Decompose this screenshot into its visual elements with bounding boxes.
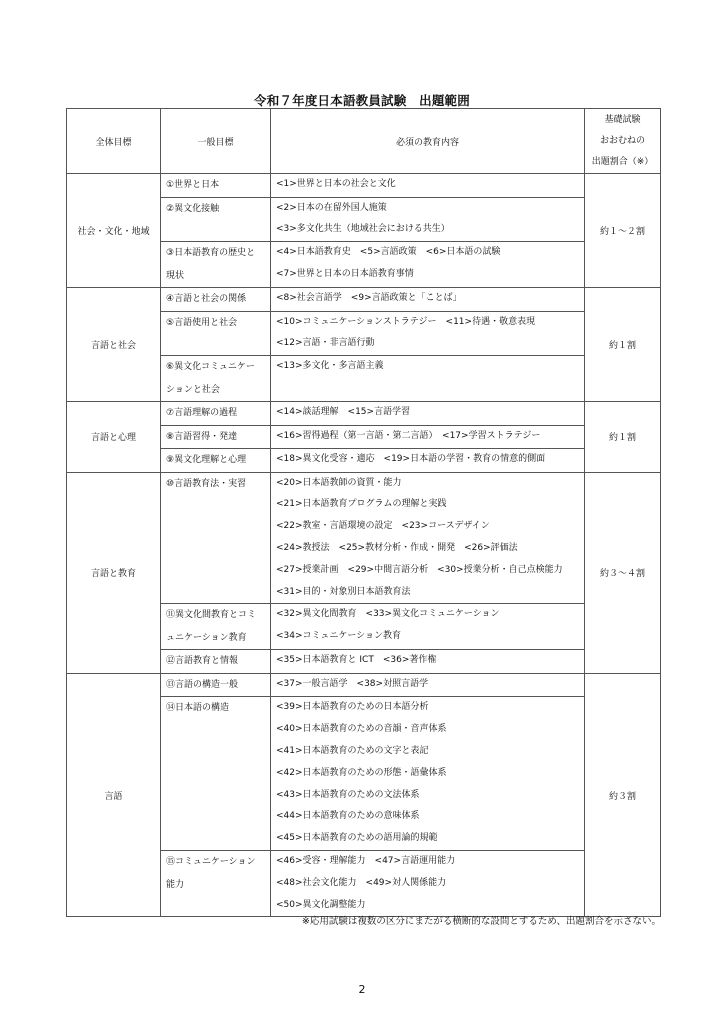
content-cell	[271, 449, 585, 473]
syllabus-table	[66, 108, 661, 917]
content-item: <2>日本の在留外国人施策	[276, 202, 387, 213]
content-item: <16>習得過程（第一言語・第二言語） <17>学習ストラテジー	[276, 430, 541, 441]
table-row	[67, 288, 661, 312]
general-goal-cell	[161, 197, 271, 242]
table-row	[67, 402, 661, 426]
content-item: <37>一般言語学 <38>対照言語学	[276, 678, 429, 689]
ratio-cell: 約３～４割	[585, 472, 661, 673]
content-cell	[271, 197, 585, 242]
general-goal-cell	[161, 472, 271, 604]
content-item: <34>コミュニケーション教育	[276, 631, 401, 642]
general-goal-label: ⑮コミュニケーション	[166, 857, 256, 868]
content-cell	[271, 673, 585, 697]
general-goal-label: ュニケーション教育	[166, 632, 247, 643]
content-item: <12>言語・非言語行動	[276, 338, 375, 349]
general-goal-cell	[161, 851, 271, 917]
content-item: <41>日本語教育のための文字と表記	[276, 746, 429, 757]
content-cell	[271, 472, 585, 604]
table-row	[67, 472, 661, 604]
content-cell	[271, 402, 585, 426]
content-cell	[271, 604, 585, 650]
general-goal-cell	[161, 311, 271, 356]
general-goal-label: ④言語と社会の関係	[166, 294, 247, 305]
general-goal-label: ⑨異文化理解と心理	[166, 455, 247, 466]
content-item: <7>世界と日本の日本語教育事情	[276, 268, 414, 279]
header-general-goal: 一般目標	[161, 109, 271, 174]
content-item: <40>日本語教育のための音韻・音声体系	[276, 724, 447, 735]
content-cell	[271, 311, 585, 356]
general-goal-label: ⑬言語の構造一般	[166, 679, 239, 690]
content-item: <48>社会文化能力 <49>対人関係能力	[276, 877, 447, 888]
overall-goal-cell: 言語と教育	[67, 472, 161, 673]
content-cell	[271, 697, 585, 851]
general-goal-label: ⑧言語習得・発達	[166, 431, 238, 442]
ratio-cell: 約３割	[585, 673, 661, 916]
general-goal-label: 現状	[166, 270, 185, 281]
general-goal-cell	[161, 174, 271, 198]
content-item: <8>社会言語学 <9>言語政策と「ことば」	[276, 293, 462, 304]
overall-goal-cell: 言語	[67, 673, 161, 916]
content-item: <45>日本語教育のための語用論的規範	[276, 833, 438, 844]
content-item: <44>日本語教育のための意味体系	[276, 811, 420, 822]
content-item: <31>目的・対象別日本語教育法	[276, 586, 411, 597]
general-goal-cell	[161, 604, 271, 650]
overall-goal-cell: 言語と社会	[67, 288, 161, 402]
content-item: <22>教室・言語環境の設定 <23>コースデザイン	[276, 521, 490, 532]
ratio-cell: 約１～２割	[585, 174, 661, 288]
general-goal-cell	[161, 242, 271, 288]
general-goal-label: ②異文化接触	[166, 203, 220, 214]
content-item: <18>異文化受容・適応 <19>日本語の学習・教育の情意的側面	[276, 454, 546, 465]
content-cell	[271, 425, 585, 449]
page-number: 2	[358, 983, 366, 996]
general-goal-label: ⑦言語理解の過程	[166, 408, 238, 419]
general-goal-cell	[161, 402, 271, 426]
content-item: <32>異文化間教育 <33>異文化コミュニケーション	[276, 609, 500, 620]
header-ratio-line: おおむねの	[599, 135, 645, 146]
footnote: ※応用試験は複数の区分にまたがる横断的な設問とするため、出題割合を示さない。	[301, 916, 661, 927]
general-goal-label: ③日本語教育の歴史と	[166, 248, 256, 259]
content-item: <10>コミュニケーションストラテジー <11>待遇・敬意表現	[276, 316, 536, 327]
content-cell	[271, 174, 585, 198]
general-goal-label: ⑪異文化間教育とコミ	[166, 610, 257, 621]
header-ratio	[585, 109, 661, 174]
general-goal-cell	[161, 288, 271, 312]
general-goal-label: ⑩言語教育法・実習	[166, 478, 247, 489]
content-item: <35>日本語教育と ICT <36>著作権	[276, 655, 437, 666]
table-row	[67, 174, 661, 198]
content-item: <42>日本語教育のための形態・語彙体系	[276, 767, 447, 778]
table-body	[67, 174, 661, 917]
content-item: <4>日本語教育史 <5>言語政策 <6>日本語の試験	[276, 247, 501, 258]
content-item: <46>受容・理解能力 <47>言語運用能力	[276, 856, 456, 867]
content-cell	[271, 288, 585, 312]
ratio-cell: 約１割	[585, 288, 661, 402]
content-item: <3>多文化共生（地域社会における共生）	[276, 224, 450, 235]
content-item: <20>日本語教師の資質・能力	[276, 477, 402, 488]
content-item: <50>異文化調整能力	[276, 899, 366, 910]
general-goal-label: 能力	[166, 879, 185, 890]
general-goal-cell	[161, 449, 271, 473]
content-item: <27>授業計画 <29>中間言語分析 <30>授業分析・自己点検能力	[276, 564, 563, 575]
header-ratio-line: 基礎試験	[604, 114, 641, 125]
general-goal-label: ⑭日本語の構造	[166, 703, 230, 714]
general-goal-label: ⑫言語教育と情報	[166, 656, 239, 667]
general-goal-cell	[161, 356, 271, 402]
general-goal-label: ションと社会	[166, 384, 220, 395]
ratio-cell: 約１割	[585, 402, 661, 473]
general-goal-cell	[161, 673, 271, 697]
header-ratio-line: 出題割合（※）	[591, 156, 654, 167]
content-cell	[271, 851, 585, 917]
content-item: <14>談話理解 <15>言語学習	[276, 407, 411, 418]
content-item: <1>世界と日本の社会と文化	[276, 179, 396, 189]
general-goal-label: ①世界と日本	[166, 180, 220, 190]
content-item: <13>多文化・多言語主義	[276, 361, 384, 372]
general-goal-cell	[161, 697, 271, 851]
general-goal-label: ⑤言語使用と社会	[166, 317, 238, 328]
content-cell	[271, 242, 585, 288]
header-row	[67, 109, 661, 174]
content-cell	[271, 650, 585, 674]
content-item: <43>日本語教育のための文法体系	[276, 789, 420, 800]
content-cell	[271, 356, 585, 402]
general-goal-cell	[161, 650, 271, 674]
header-content: 必須の教育内容	[271, 109, 585, 174]
general-goal-cell	[161, 425, 271, 449]
general-goal-label: ⑥異文化コミュニケー	[166, 362, 255, 373]
overall-goal-cell: 社会・文化・地域	[67, 174, 161, 288]
content-item: <39>日本語教育のための日本語分析	[276, 702, 429, 713]
content-item: <24>教授法 <25>教材分析・作成・開発 <26>評価法	[276, 543, 518, 554]
header-overall-goal: 全体目標	[67, 109, 161, 174]
content-item: <21>日本語教育プログラムの理解と実践	[276, 499, 447, 510]
page-title: 令和７年度日本語教員試験 出題範囲	[254, 93, 470, 108]
table-row	[67, 673, 661, 697]
overall-goal-cell: 言語と心理	[67, 402, 161, 473]
